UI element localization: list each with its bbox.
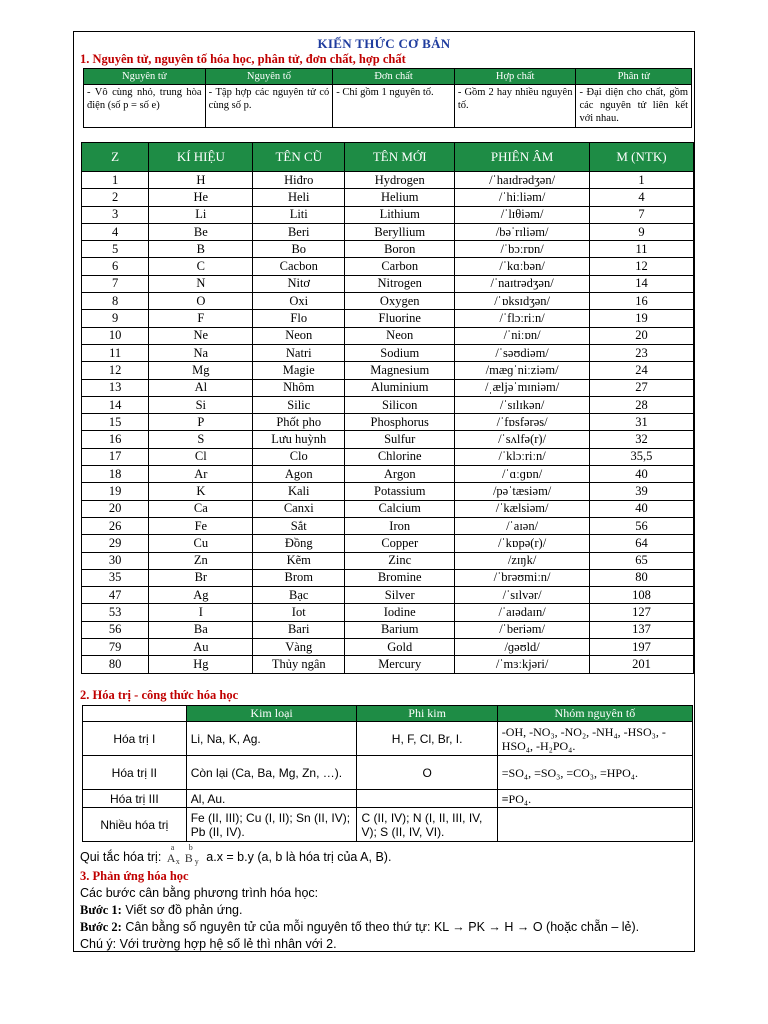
element-cell: Aluminium — [345, 379, 455, 396]
element-cell: Kali — [253, 483, 345, 500]
def-cell: - Đại diện cho chất, gồm các nguyên tử liên kết với nhau. — [576, 85, 692, 128]
element-row — [82, 293, 694, 310]
element-cell: S — [149, 431, 253, 448]
element-cell: Helium — [345, 189, 455, 206]
element-cell: Cacbon — [253, 258, 345, 275]
valence-row-label: Hóa trị I — [83, 722, 187, 756]
element-cell: Gold — [345, 639, 455, 656]
element-cell: Potassium — [345, 483, 455, 500]
element-cell: Hg — [149, 656, 253, 673]
element-cell: 5 — [82, 241, 149, 258]
element-cell: 19 — [589, 310, 693, 327]
element-row — [82, 344, 694, 361]
element-cell: Boron — [345, 241, 455, 258]
element-cell: /ˈɒksɪdʒən/ — [455, 293, 590, 310]
def-cell: - Tập hợp các nguyên tử có cùng số p. — [205, 85, 333, 128]
element-cell: Clo — [253, 448, 345, 465]
valence-header: Nhóm nguyên tố — [497, 706, 692, 722]
element-cell: Silver — [345, 587, 455, 604]
element-cell: Silic — [253, 396, 345, 413]
document-frame — [73, 31, 695, 952]
element-cell: /ˈhiːliəm/ — [455, 189, 590, 206]
element-cell: /ˈaɪən/ — [455, 517, 590, 534]
element-cell: Oxi — [253, 293, 345, 310]
element-cell: Canxi — [253, 500, 345, 517]
element-cell: Ba — [149, 621, 253, 638]
element-cell: Hiđro — [253, 172, 345, 189]
element-row — [82, 535, 694, 552]
valence-cell: Còn lại (Ca, Ba, Mg, Zn, …). — [186, 756, 357, 790]
element-cell: Zn — [149, 552, 253, 569]
element-row — [82, 310, 694, 327]
element-cell: 1 — [589, 172, 693, 189]
element-cell: 9 — [589, 223, 693, 240]
element-cell: Brom — [253, 569, 345, 586]
element-cell: /ˈbɔːrɒn/ — [455, 241, 590, 258]
def-cell: - Vô cùng nhỏ, trung hòa điện (số p = số e) — [84, 85, 206, 128]
element-row — [82, 223, 694, 240]
valence-cell: Li, Na, K, Ag. — [186, 722, 357, 756]
valence-cell: C (II, IV); N (I, II, III, IV, V); S (II, IV, VI). — [357, 808, 497, 842]
element-row — [82, 431, 694, 448]
element-cell: Al — [149, 379, 253, 396]
element-row — [82, 604, 694, 621]
element-cell: Ar — [149, 466, 253, 483]
element-cell: Vàng — [253, 639, 345, 656]
element-cell: 11 — [589, 241, 693, 258]
valence-cell: Fe (II, III); Cu (I, II); Sn (II, IV); Pb (II, IV). — [186, 808, 357, 842]
element-cell: O — [149, 293, 253, 310]
element-cell: Bromine — [345, 569, 455, 586]
element-cell: Fe — [149, 517, 253, 534]
element-row — [82, 275, 694, 292]
elements-header: PHIÊN ÂM — [455, 143, 590, 172]
element-cell: /ˈklɔːriːn/ — [455, 448, 590, 465]
section3-heading: 3. Phản ứng hóa học — [80, 869, 189, 883]
element-cell: Liti — [253, 206, 345, 223]
element-cell: 9 — [82, 310, 149, 327]
element-cell: Cu — [149, 535, 253, 552]
element-cell: 14 — [589, 275, 693, 292]
step1-text: Viết sơ đồ phản ứng. — [125, 903, 243, 917]
element-cell: 26 — [82, 517, 149, 534]
valence-header: Kim loại — [186, 706, 357, 722]
element-cell: Thủy ngân — [253, 656, 345, 673]
element-cell: 12 — [82, 362, 149, 379]
element-cell: /ˈsʌlfə(r)/ — [455, 431, 590, 448]
element-cell: Argon — [345, 466, 455, 483]
element-cell: /zɪŋk/ — [455, 552, 590, 569]
note: Chú ý: Với trường hợp hệ số lẻ thì nhân với 2. — [80, 937, 337, 951]
elements-header: Z — [82, 143, 149, 172]
element-row — [82, 379, 694, 396]
element-cell: Sắt — [253, 517, 345, 534]
element-cell: /ˈɑːɡɒn/ — [455, 466, 590, 483]
element-cell: Si — [149, 396, 253, 413]
valence-cell: H, F, Cl, Br, I. — [357, 722, 497, 756]
element-cell: Na — [149, 344, 253, 361]
element-row — [82, 552, 694, 569]
element-cell: Barium — [345, 621, 455, 638]
elements-body — [82, 172, 694, 674]
formula-a: a — [170, 842, 175, 852]
element-cell: Br — [149, 569, 253, 586]
def-header: Phân tử — [576, 69, 692, 85]
element-cell: I — [149, 604, 253, 621]
valence-cell: =SO₄, =SO₃, =CO₃, =HPO₄. — [497, 756, 692, 790]
element-cell: Flo — [253, 310, 345, 327]
section1-heading: 1. Nguyên tử, nguyên tố hóa học, phân tử, đơn chất, hợp chất — [80, 52, 406, 66]
step1-label: Bước 1: — [80, 903, 122, 917]
formula-b: b — [188, 842, 193, 852]
element-cell: Be — [149, 223, 253, 240]
formula-x: x — [175, 856, 180, 866]
def-header: Nguyên tố — [205, 69, 333, 85]
element-cell: Agon — [253, 466, 345, 483]
element-cell: /pəˈtæsiəm/ — [455, 483, 590, 500]
element-cell: /ˈfɒsfərəs/ — [455, 414, 590, 431]
element-cell: 40 — [589, 466, 693, 483]
element-cell: 40 — [589, 500, 693, 517]
element-cell: 14 — [82, 396, 149, 413]
element-cell: Neon — [345, 327, 455, 344]
element-cell: Iodine — [345, 604, 455, 621]
element-cell: Li — [149, 206, 253, 223]
valence-formula — [165, 842, 203, 866]
valence-cell — [497, 808, 692, 842]
element-cell: F — [149, 310, 253, 327]
element-cell: /ˈsɪlvər/ — [455, 587, 590, 604]
element-cell: /ˈhaɪdrədʒən/ — [455, 172, 590, 189]
element-cell: 4 — [589, 189, 693, 206]
element-cell: 32 — [589, 431, 693, 448]
element-cell: 31 — [589, 414, 693, 431]
element-cell: 23 — [589, 344, 693, 361]
element-row — [82, 656, 694, 673]
element-row — [82, 500, 694, 517]
step2-text: Cân bằng số nguyên tử của mỗi nguyên tố theo thứ tự: KL → PK → H → O (hoặc chẵn – lẻ). — [125, 920, 640, 934]
element-cell: Bạc — [253, 587, 345, 604]
element-row — [82, 172, 694, 189]
element-cell: Nitrogen — [345, 275, 455, 292]
element-row — [82, 206, 694, 223]
element-cell: /ˈkɑːbən/ — [455, 258, 590, 275]
section2-heading: 2. Hóa trị - công thức hóa học — [80, 688, 239, 702]
element-cell: /ˈberiəm/ — [455, 621, 590, 638]
valence-header-blank — [83, 706, 187, 722]
element-cell: 16 — [82, 431, 149, 448]
element-cell: 201 — [589, 656, 693, 673]
elements-table — [81, 142, 694, 674]
valence-rule — [80, 842, 392, 866]
element-cell: He — [149, 189, 253, 206]
valence-row-label: Hóa trị II — [83, 756, 187, 790]
step2 — [80, 920, 639, 935]
def-cell: - Chỉ gồm 1 nguyên tố. — [333, 85, 455, 128]
element-cell: 80 — [82, 656, 149, 673]
element-row — [82, 621, 694, 638]
element-cell: 27 — [589, 379, 693, 396]
element-cell: 13 — [82, 379, 149, 396]
element-cell: 4 — [82, 223, 149, 240]
valence-cell: -OH, -NO₃, -NO₂, -NH₄, -HSO₃, -HSO₄, -H₂PO₄. — [497, 722, 692, 756]
element-row — [82, 448, 694, 465]
page-title: KIẾN THỨC CƠ BẢN — [317, 36, 451, 51]
element-cell: K — [149, 483, 253, 500]
element-cell: 35,5 — [589, 448, 693, 465]
element-cell: 7 — [589, 206, 693, 223]
element-cell: Lưu huỳnh — [253, 431, 345, 448]
element-cell: 137 — [589, 621, 693, 638]
element-cell: /ˌæljəˈmɪniəm/ — [455, 379, 590, 396]
element-row — [82, 414, 694, 431]
element-cell: Bo — [253, 241, 345, 258]
element-cell: Beri — [253, 223, 345, 240]
element-cell: 29 — [82, 535, 149, 552]
element-cell: 65 — [589, 552, 693, 569]
element-cell: 108 — [589, 587, 693, 604]
element-cell: 17 — [82, 448, 149, 465]
element-cell: Chlorine — [345, 448, 455, 465]
element-cell: 15 — [82, 414, 149, 431]
element-row — [82, 483, 694, 500]
def-cell: - Gồm 2 hay nhiều nguyên tố. — [454, 85, 576, 128]
element-cell: H — [149, 172, 253, 189]
element-cell: Nitơ — [253, 275, 345, 292]
element-cell: 56 — [82, 621, 149, 638]
valence-header: Phi kim — [357, 706, 497, 722]
element-row — [82, 569, 694, 586]
element-row — [82, 327, 694, 344]
element-cell: 6 — [82, 258, 149, 275]
element-cell: 20 — [589, 327, 693, 344]
element-cell: /ˈbrəʊmiːn/ — [455, 569, 590, 586]
element-cell: Magnesium — [345, 362, 455, 379]
element-cell: Copper — [345, 535, 455, 552]
element-cell: 8 — [82, 293, 149, 310]
elements-header: KÍ HIỆU — [149, 143, 253, 172]
element-cell: /ˈmɜːkjəri/ — [455, 656, 590, 673]
element-cell: B — [149, 241, 253, 258]
element-cell: 20 — [82, 500, 149, 517]
element-cell: Silicon — [345, 396, 455, 413]
element-cell: Heli — [253, 189, 345, 206]
element-cell: 18 — [82, 466, 149, 483]
element-cell: Iron — [345, 517, 455, 534]
element-row — [82, 517, 694, 534]
element-cell: Mg — [149, 362, 253, 379]
valence-cell — [357, 790, 497, 808]
element-cell: Sodium — [345, 344, 455, 361]
elements-header: TÊN MỚI — [345, 143, 455, 172]
formula-y: y — [194, 856, 199, 866]
element-cell: 7 — [82, 275, 149, 292]
element-cell: 11 — [82, 344, 149, 361]
element-cell: Calcium — [345, 500, 455, 517]
valence-cell: ≡PO₄. — [497, 790, 692, 808]
element-cell: 16 — [589, 293, 693, 310]
element-cell: Mercury — [345, 656, 455, 673]
element-cell: Ne — [149, 327, 253, 344]
formula-B: B — [184, 850, 193, 865]
element-row — [82, 189, 694, 206]
element-cell: 80 — [589, 569, 693, 586]
element-cell: Magie — [253, 362, 345, 379]
element-cell: P — [149, 414, 253, 431]
element-cell: 12 — [589, 258, 693, 275]
def-header: Hợp chất — [454, 69, 576, 85]
element-row — [82, 466, 694, 483]
element-cell: 79 — [82, 639, 149, 656]
valence-rule-text: a.x = b.y (a, b là hóa trị của A, B). — [206, 850, 392, 864]
element-cell: /ˈkɒpə(r)/ — [455, 535, 590, 552]
element-cell: 30 — [82, 552, 149, 569]
valence-cell: O — [357, 756, 497, 790]
element-cell: /ˈniːɒn/ — [455, 327, 590, 344]
element-cell: Lithium — [345, 206, 455, 223]
element-cell: 53 — [82, 604, 149, 621]
element-row — [82, 396, 694, 413]
valence-row-label: Hóa trị III — [83, 790, 187, 808]
element-cell: 3 — [82, 206, 149, 223]
element-cell: Ag — [149, 587, 253, 604]
element-cell: /ˈsəʊdiəm/ — [455, 344, 590, 361]
element-cell: 28 — [589, 396, 693, 413]
step1 — [80, 903, 242, 918]
element-cell: N — [149, 275, 253, 292]
element-cell: /ˈkælsiəm/ — [455, 500, 590, 517]
element-cell: 10 — [82, 327, 149, 344]
formula-A: A — [166, 850, 176, 865]
element-row — [82, 362, 694, 379]
element-cell: /bəˈrɪliəm/ — [455, 223, 590, 240]
element-cell: Beryllium — [345, 223, 455, 240]
element-cell: /ˈlɪθiəm/ — [455, 206, 590, 223]
element-cell: 19 — [82, 483, 149, 500]
element-cell: 56 — [589, 517, 693, 534]
element-row — [82, 587, 694, 604]
element-cell: Nhôm — [253, 379, 345, 396]
valence-row-label: Nhiều hóa trị — [83, 808, 187, 842]
element-cell: Đồng — [253, 535, 345, 552]
element-cell: /ˈsɪlɪkən/ — [455, 396, 590, 413]
element-cell: Carbon — [345, 258, 455, 275]
element-cell: Iot — [253, 604, 345, 621]
valence-cell: Al, Au. — [186, 790, 357, 808]
element-cell: 64 — [589, 535, 693, 552]
element-cell: 1 — [82, 172, 149, 189]
element-cell: Natri — [253, 344, 345, 361]
element-cell: Neon — [253, 327, 345, 344]
element-cell: /ɡəʊld/ — [455, 639, 590, 656]
elements-header: TÊN CŨ — [253, 143, 345, 172]
element-row — [82, 258, 694, 275]
element-cell: 47 — [82, 587, 149, 604]
element-cell: /ˈflɔːriːn/ — [455, 310, 590, 327]
element-cell: 2 — [82, 189, 149, 206]
element-cell: /ˈaɪədaɪn/ — [455, 604, 590, 621]
element-cell: C — [149, 258, 253, 275]
element-cell: Phốt pho — [253, 414, 345, 431]
element-cell: Zinc — [345, 552, 455, 569]
element-cell: 197 — [589, 639, 693, 656]
element-cell: Sulfur — [345, 431, 455, 448]
step2-label: Bước 2: — [80, 920, 122, 934]
definitions-table — [83, 68, 692, 128]
section3-intro: Các bước cân bằng phương trình hóa học: — [80, 886, 319, 900]
element-cell: Hydrogen — [345, 172, 455, 189]
element-cell: Bari — [253, 621, 345, 638]
valence-table — [82, 705, 693, 842]
element-cell: Cl — [149, 448, 253, 465]
element-cell: 24 — [589, 362, 693, 379]
element-cell: 39 — [589, 483, 693, 500]
element-cell: Phosphorus — [345, 414, 455, 431]
element-cell: 35 — [82, 569, 149, 586]
element-cell: Fluorine — [345, 310, 455, 327]
elements-header: M (NTK) — [589, 143, 693, 172]
element-cell: 127 — [589, 604, 693, 621]
element-cell: /ˈnaɪtrədʒən/ — [455, 275, 590, 292]
element-row — [82, 241, 694, 258]
element-cell: /mæɡˈniːziəm/ — [455, 362, 590, 379]
def-header: Nguyên tử — [84, 69, 206, 85]
element-row — [82, 639, 694, 656]
def-header: Đơn chất — [333, 69, 455, 85]
element-cell: Oxygen — [345, 293, 455, 310]
valence-rule-label: Qui tắc hóa trị: — [80, 850, 162, 864]
element-cell: Kẽm — [253, 552, 345, 569]
element-cell: Au — [149, 639, 253, 656]
element-cell: Ca — [149, 500, 253, 517]
